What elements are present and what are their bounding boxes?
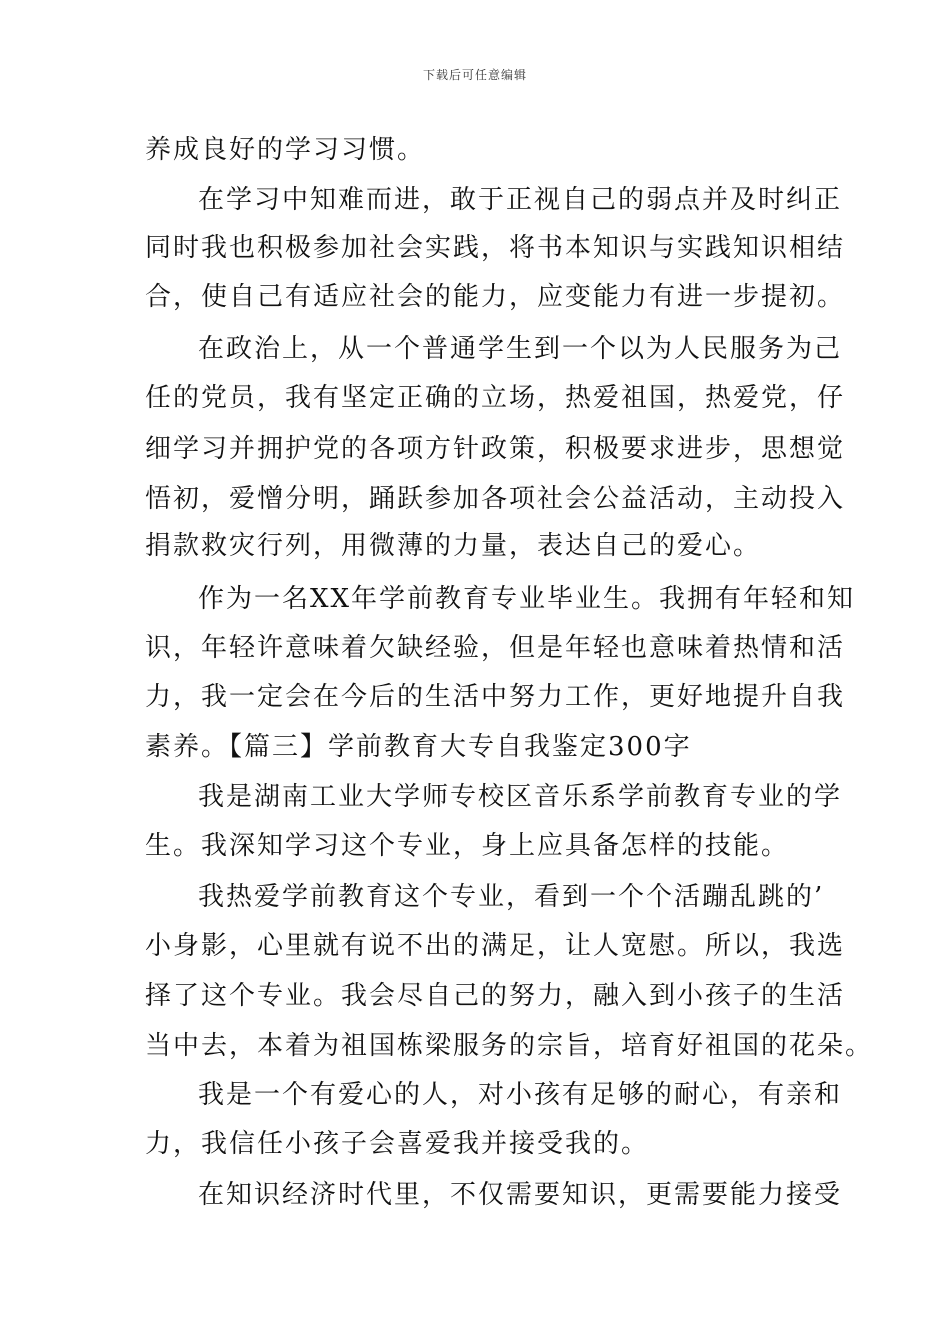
text-line: 生。我深知学习这个专业，身上应具备怎样的技能。 (145, 831, 790, 861)
text-line: 合，使自己有适应社会的能力，应变能力有进一步提初。 (145, 282, 846, 312)
text-line: 力，我一定会在今后的生活中努力工作，更好地提升自我 (145, 682, 846, 712)
header-note: 下载后可任意编辑 (422, 68, 527, 82)
text-line: 力，我信任小孩子会喜爱我并接受我的。 (145, 1129, 650, 1159)
text-line: 细学习并拥护党的各项方针政策，积极要求进步，思想觉 (145, 434, 846, 464)
text-line: 作为一名XX年学前教育专业毕业生。我拥有年轻和知 (198, 584, 856, 614)
text-line: 我热爱学前教育这个专业，看到一个个活蹦乱跳的’ (198, 882, 825, 912)
text-line: 当中去，本着为祖国栋梁服务的宗旨，培育好祖国的花朵。 (145, 1031, 874, 1061)
text-line: 我是湖南工业大学师专校区音乐系学前教育专业的学 (198, 782, 843, 812)
text-line: 悟初，爱憎分明，踊跃参加各项社会公益活动，主动投入 (145, 484, 846, 514)
text-line: 识，年轻许意味着欠缺经验，但是年轻也意味着热情和活 (145, 633, 846, 663)
text-line: 捐款救灾行列，用微薄的力量，表达自己的爱心。 (145, 531, 762, 561)
text-line: 同时我也积极参加社会实践，将书本知识与实践知识相结 (145, 233, 846, 263)
text-line: 在学习中知难而进，敢于正视自己的弱点并及时纠正 (198, 185, 843, 215)
text-line: 我是一个有爱心的人，对小孩有足够的耐心，有亲和 (198, 1080, 843, 1110)
text-line: 素养。【篇三】学前教育大专自我鉴定300字 (145, 732, 692, 762)
text-line: 任的党员，我有坚定正确的立场，热爱祖国，热爱党，仔 (145, 383, 846, 413)
text-line: 在政治上，从一个普通学生到一个以为人民服务为己 (198, 334, 843, 364)
text-line: 在知识经济时代里，不仅需要知识，更需要能力接受 (198, 1180, 843, 1210)
text-line: 小身影，心里就有说不出的满足，让人宽慰。所以，我选 (145, 931, 846, 961)
text-line: 择了这个专业。我会尽自己的努力，融入到小孩子的生活 (145, 981, 846, 1011)
text-line: 养成良好的学习习惯。 (145, 135, 426, 165)
